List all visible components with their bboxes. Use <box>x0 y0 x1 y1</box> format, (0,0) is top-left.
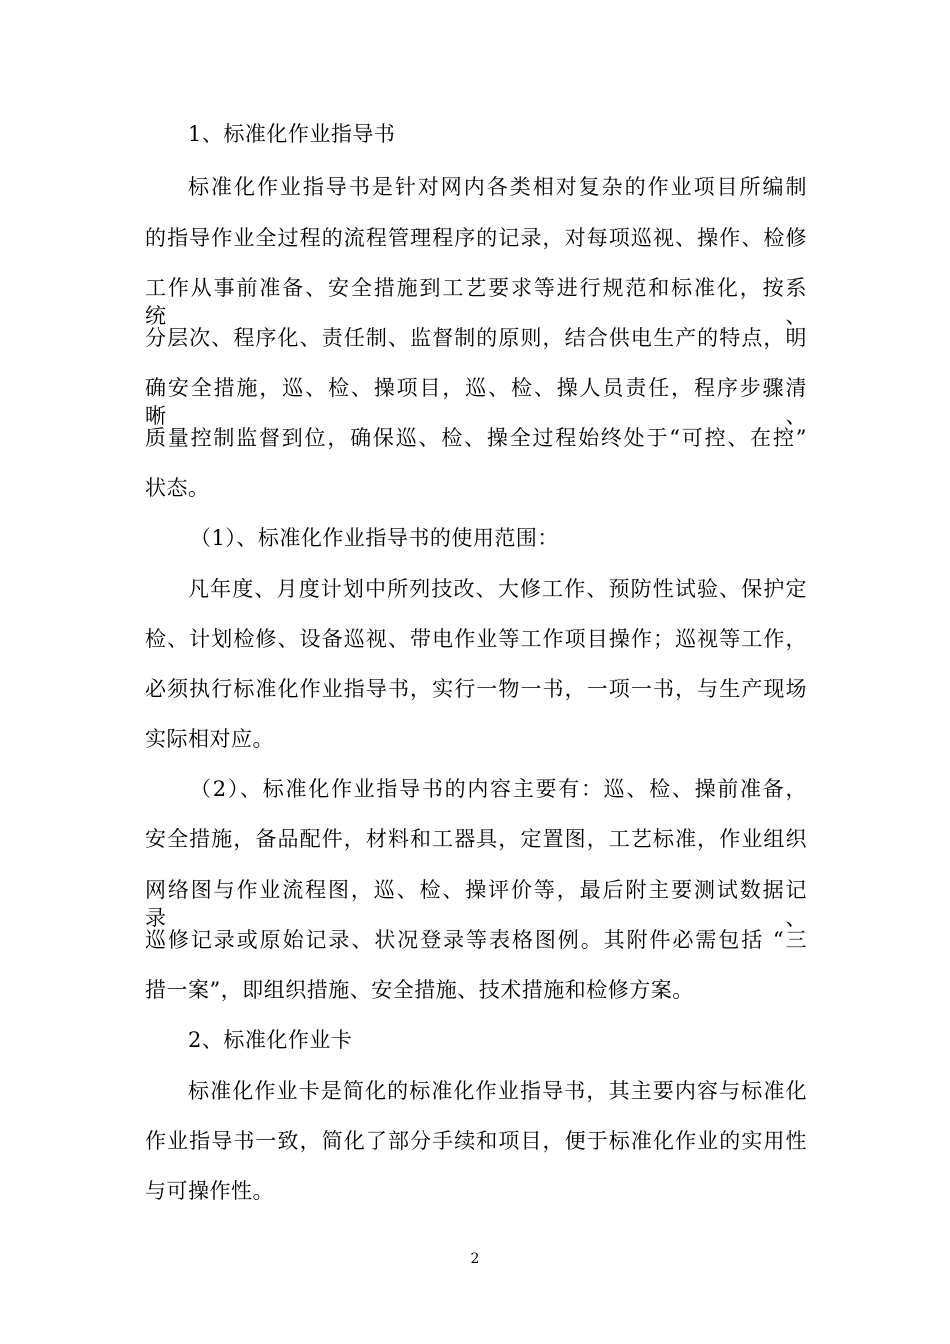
paragraph-line: 与可操作性。 <box>145 1179 274 1203</box>
paragraph-line: 标准化作业指导书是针对网内各类相对复杂的作业项目所编制 <box>188 175 807 199</box>
paragraph-line: 凡年度、月度计划中所列技改、大修工作、预防性试验、保护定 <box>188 577 807 601</box>
paragraph-line: 质量控制监督到位，确保巡、检、操全过程始终处于“可控、在控” <box>145 426 807 450</box>
paragraph-line: 状态。 <box>145 476 210 500</box>
paragraph-line: 作业指导书一致，简化了部分手续和项目，便于标准化作业的实用性 <box>145 1129 807 1153</box>
paragraph-line: 措一案”，即组织措施、安全措施、技术措施和检修方案。 <box>145 978 694 1002</box>
section-heading-1: 1、标准化作业指导书 <box>188 122 396 146</box>
paragraph-line: 工作从事前准备、安全措施到工艺要求等进行规范和标准化，按系统、 <box>145 276 807 328</box>
paragraph-line: 必须执行标准化作业指导书，实行一物一书，一项一书，与生产现场 <box>145 677 807 701</box>
paragraph-line: 标准化作业卡是简化的标准化作业指导书，其主要内容与标准化 <box>188 1079 807 1103</box>
paragraph-line: 的指导作业全过程的流程管理程序的记录，对每项巡视、操作、检修 <box>145 226 807 250</box>
paragraph-line: 网络图与作业流程图，巡、检、操评价等，最后附主要测试数据记录、 <box>145 878 807 930</box>
paragraph-line: 安全措施，备品配件，材料和工器具，定置图，工艺标准，作业组织 <box>145 827 807 851</box>
subsection-heading-2: （2）、标准化作业指导书的内容主要有：巡、检、操前准备， <box>190 777 807 801</box>
subsection-heading-1: （1）、标准化作业指导书的使用范围： <box>190 526 559 550</box>
section-heading-2: 2、标准化作业卡 <box>188 1028 353 1052</box>
paragraph-line: 确安全措施，巡、检、操项目，巡、检、操人员责任，程序步骤清晰、 <box>145 376 807 428</box>
paragraph-line: 检、计划检修、设备巡视、带电作业等工作项目操作；巡视等工作， <box>145 627 807 651</box>
paragraph-line: 实际相对应。 <box>145 727 274 751</box>
paragraph-line: 分层次、程序化、责任制、监督制的原则，结合供电生产的特点，明 <box>145 326 807 350</box>
page-number: 2 <box>470 1251 480 1267</box>
paragraph-line: 巡修记录或原始记录、状况登录等表格图例。其附件必需包括 “三 <box>145 928 807 952</box>
